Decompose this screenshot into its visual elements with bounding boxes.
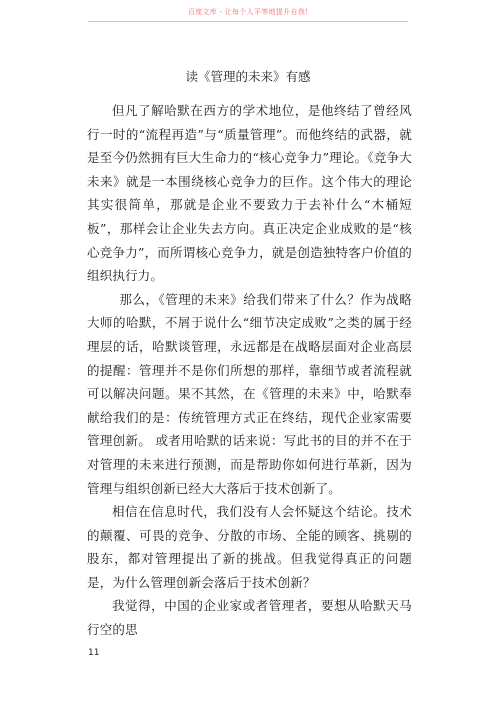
paragraph-1: 但凡了解哈默在西方的学术地位，是他终结了曾经风行一时的“流程再造”与“质量管理”。而他终结的武器，就是至今仍然拥有巨大生命力的“核心竞争力”理论。《竞争大未来》就是一本围绕核心竞争力的巨作。这个伟大的理论其实很简单，那就是企业不要致力于去补什么“木桶短板”，那样会让企业失去方向。真正决定企业成败的是“核心竞争力”，而所谓核心竞争力，就是创造独特客户价值的组织执行力。 xyxy=(87,103,412,284)
paragraph-3: 相信在信息时代，我们没有人会怀疑这个结论。技术的颠覆、可畏的竞争、分散的市场、全能的顾客、挑剔的股东，都对管理提出了新的挑战。但我觉得真正的问题是，为什么管理创新会落后于技术创新？ xyxy=(87,504,412,590)
document-title: 读《管理的未来》有感 xyxy=(185,69,311,84)
paragraph-2: 那么，《管理的未来》给我们带来了什么？作为战略大师的哈默，不屑于说什么“细节决定成败”之类的属于经理层的话，哈默谈管理，永远都是在战略层面对企业高层的提醒：管理并不是你们所想的那样，靠细节或者流程就可以解决问题。果不其然，在《管理的未来》中，哈默奉献给我们的是：传统管理方式正在终结，现代企业家需要管理创新。 或者用哈默的话来说：写此书的目的并不在于对管理的未来进行预测，而是帮助你如何进行革新，因为管理与组织创新已经大大落后于技术创新了。 xyxy=(87,291,412,496)
document-body xyxy=(87,99,412,642)
paragraph-4: 我觉得，中国的企业家或者管理者，要想从哈默天马行空的思 xyxy=(87,598,412,638)
page-header-watermark: 百度文库 - 让每个人平等地提升自我! xyxy=(187,8,309,16)
page-number: 11 xyxy=(88,648,100,658)
header-divider xyxy=(88,21,408,22)
